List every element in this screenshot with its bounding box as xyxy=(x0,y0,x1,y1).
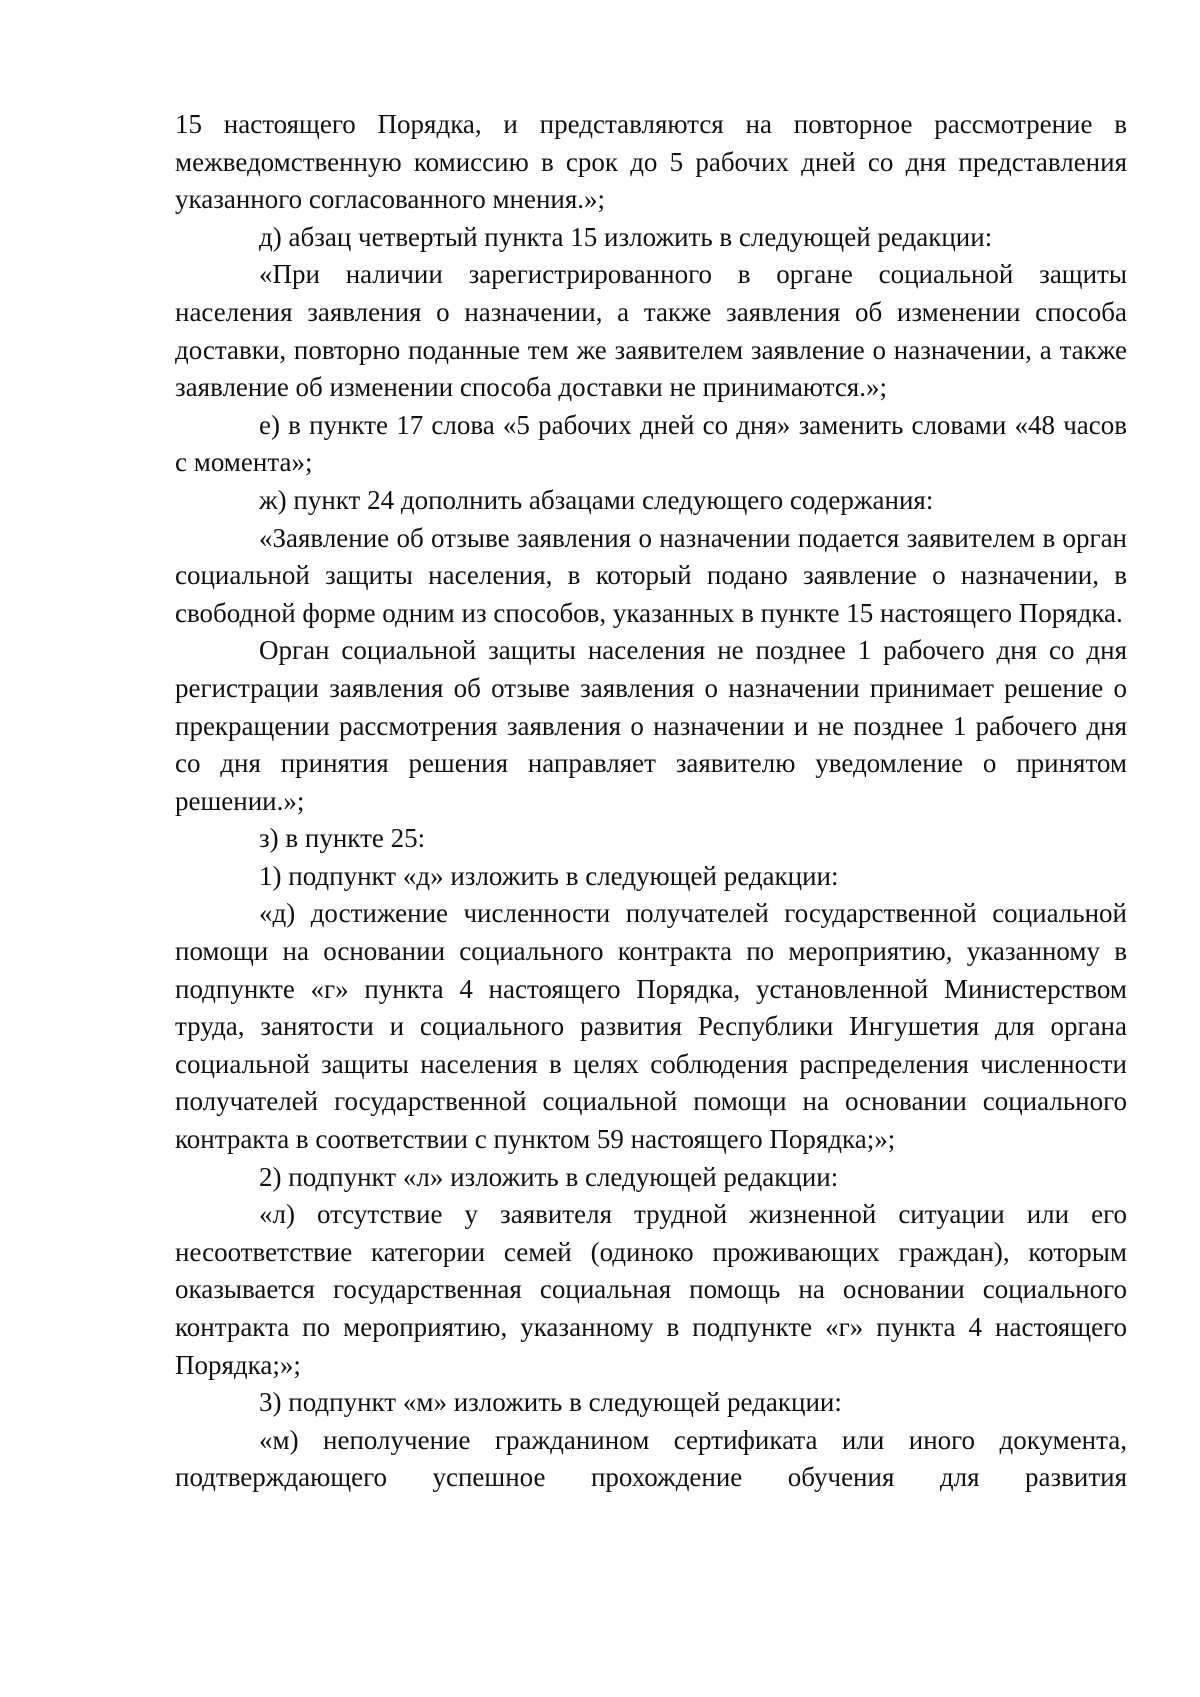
paragraph-quote-d: «д) достижение численности получателей государственной социальной помощи на основании социального контракта по мероприятию, указанному в подпункте «г» пункта 4 настоящего Порядка, установленной Министерством труда, занятости и социального развития Республики Ингушетия для органа социальной защиты населения в целях соблюдения распределения численности получателей государственной социальной помощи на основании социального контракта в соответствии с пунктом 59 настоящего Порядка;»; xyxy=(175,898,1127,1155)
paragraph-subitem-3: 3) подпункт «м» изложить в следующей редакции: xyxy=(259,1387,842,1418)
paragraph-quote-registration: «При наличии зарегистрированного в органе социальной защиты населения заявления о назначении, а также заявления об изменении способа доставки, повторно поданные тем же заявителем заявление о назначении, а также заявление об изменении способа доставки не принимаются.»; xyxy=(175,259,1127,403)
paragraph-continuation: 15 настоящего Порядка, и представляются на повторное рассмотрение в межведомственную комиссию в срок до 5 рабочих дней со дня представления указанного согласованного мнения.»; xyxy=(175,109,1127,215)
paragraph-item-d: д) абзац четвертый пункта 15 изложить в следующей редакции: xyxy=(259,221,993,252)
paragraph-decision: Орган социальной защиты населения не позднее 1 рабочего дня со дня регистрации заявления об отзыве заявления о назначении принимает решение о прекращении рассмотрения заявления о назначении и не позднее 1 рабочего дня со дня принятия решения направляет заявителю уведомление о принятом решении.»; xyxy=(175,635,1127,816)
document-page xyxy=(175,106,1127,1497)
paragraph-subitem-1: 1) подпункт «д» изложить в следующей редакции: xyxy=(259,860,839,891)
paragraph-item-z: з) в пункте 25: xyxy=(259,823,426,854)
paragraph-quote-m: «м) неполучение гражданином сертификата или иного документа, подтверждающего успешное прохождение обучения для развития xyxy=(175,1424,1127,1493)
paragraph-item-zh: ж) пункт 24 дополнить абзацами следующего содержания: xyxy=(259,484,934,515)
paragraph-item-e: е) в пункте 17 слова «5 рабочих дней со дня» заменить словами «48 часов с момента»; xyxy=(175,409,1127,478)
paragraph-subitem-2: 2) подпункт «л» изложить в следующей редакции: xyxy=(259,1161,839,1192)
paragraph-quote-withdrawal: «Заявление об отзыве заявления о назначении подается заявителем в орган социальной защиты населения, в который подано заявление о назначении, в свободной форме одним из способов, указанных в пункте 15 настоящего Порядка. xyxy=(175,522,1127,628)
paragraph-quote-l: «л) отсутствие у заявителя трудной жизненной ситуации или его несоответствие категории семей (одиноко проживающих граждан), которым оказывается государственная социальная помощь на основании социального контракта по мероприятию, указанному в подпункте «г» пункта 4 настоящего Порядка;»; xyxy=(175,1199,1127,1380)
